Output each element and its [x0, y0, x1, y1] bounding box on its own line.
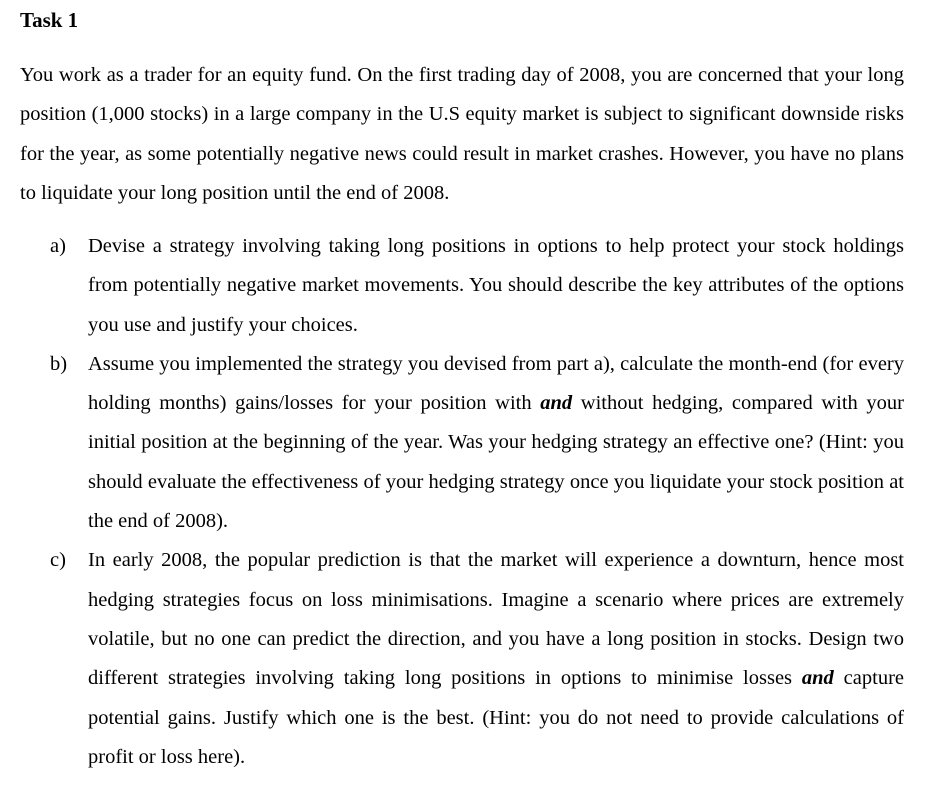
question-b-text-before: Assume you implemented the strategy you devised from part a), calculate the month-end (for every holding months) gains/losses for your position with: [88, 352, 904, 415]
question-a: [0, 227, 904, 345]
question-a-marker: a): [50, 235, 66, 257]
question-c: [0, 541, 904, 777]
question-b-marker: b): [50, 352, 68, 375]
question-list: [0, 227, 940, 777]
question-b: [0, 345, 904, 541]
intro-paragraph: You work as a trader for an equity fund. On the first trading day of 2008, you are concerned that your long position (1,000 stocks) in a large company in the U.S equity market is subject to significant downside risks for the year, as some potentially negative news could result in market crashes. However, you have no plans to liquidate your long position until the end of 2008.: [20, 64, 904, 204]
question-b-text-after: without hedging, compared with your initial position at the beginning of the year. Was your hedging strategy an effective one? (Hint: you should evaluate the effectiveness of your hedging strategy once you liquidate your stock position at the end of 2008).: [88, 392, 904, 533]
question-c-text-before: In early 2008, the popular prediction is that the market will experience a downturn, hence most hedging strategies focus on loss minimisations. Imagine a scenario where prices are extremely volatile, but no one can predict the direction, and you have a long position in stocks. Design two different strategies involving taking long positions in options to minimise losses: [88, 549, 904, 690]
question-b-emphasis: and: [540, 392, 573, 415]
question-c-emphasis: and: [801, 667, 834, 690]
question-c-marker: c): [50, 549, 66, 572]
question-a-text: Devise a strategy involving taking long positions in options to help protect your stock holdings from potentially negative market movements. You should describe the key attributes of the options you use and justify your choices.: [88, 235, 904, 336]
task-title: Task 1: [20, 8, 79, 32]
question-c-text-after: capture potential gains. Justify which one is the best. (Hint: you do not need to provide calculations of profit or loss here).: [88, 667, 904, 768]
